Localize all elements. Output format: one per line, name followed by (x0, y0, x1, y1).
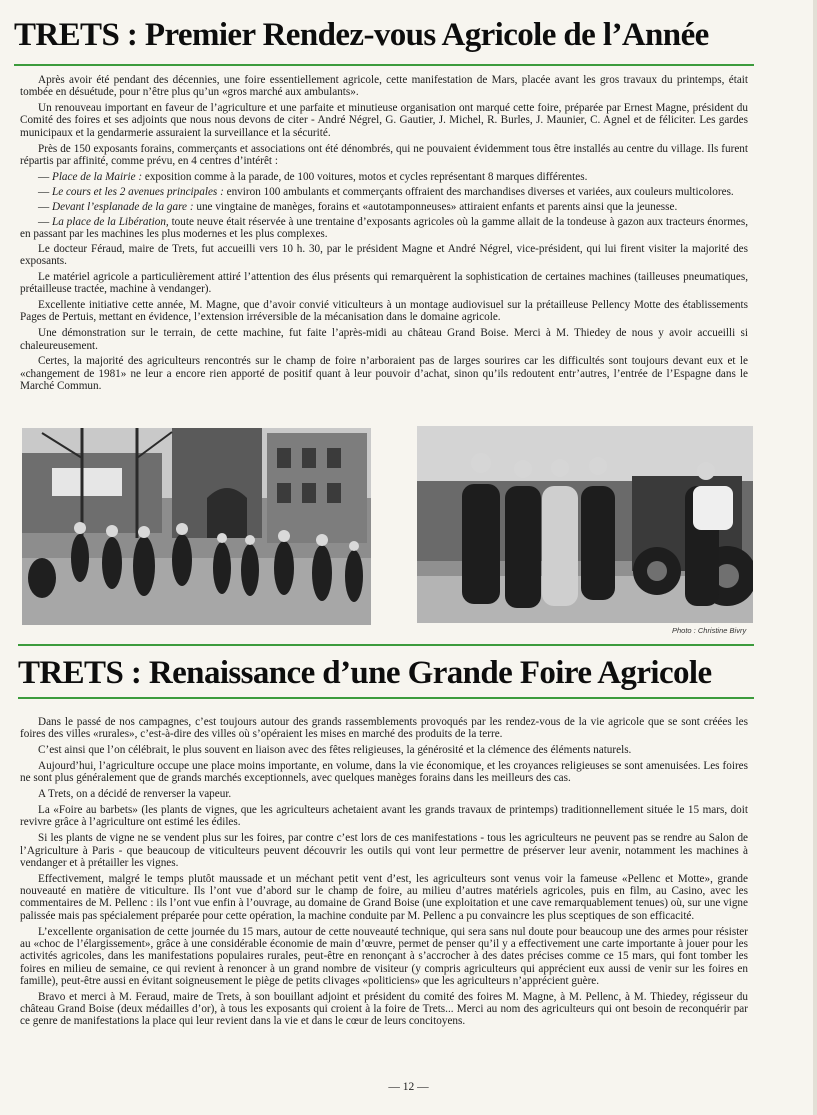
article1-paragraph: Le matériel agricole a particulièrement attiré l’attention des élus présents qui remarquèrent la sophistication de certaines machines (tailleuses pneumatiques, prétailleuse tractée, machine à vendanger). (20, 270, 748, 296)
article1-paragraph: Excellente initiative cette année, M. Magne, que d’avoir convié viticulteurs à un montage audiovisuel sur la prétailleuse Pellency Motte des établissements Pages de Pertuis, mettant en évidence, l’extension irréversible de la mécanisation dans le domaine agricole. (20, 299, 748, 324)
green-rule (14, 64, 754, 66)
article1-paragraph: Certes, la majorité des agriculteurs rencontrés sur le champ de foire n’arboraient pas de larges sourires car les difficultés sont toujours devant eux et le «changement de 1981» ne leur a encore rien apporté de positif quant à leur pouvoir d’achat, sinon qu’ils redoutent entr’autres, l’entrée de l’Espagne dans le Marché Commun. (20, 355, 748, 393)
article2-paragraph: Si les plants de vigne ne se vendent plus sur les foires, par contre c’est lors de ces manifestations - tous les agriculteurs ne peuvent pas se rendre au Salon de l’Agriculture à Paris - que beaucoup de viticulteurs peuvent découvrir les outils qui vont leur permettre de préserver leur avenir, notamment les machines à vendanger et à prétailler les vignes. (20, 832, 748, 869)
centre-text: une vingtaine de manèges, forains et «autotamponneuses» attiraient enfants et parents ainsi que la jeunesse. (193, 200, 678, 213)
page-binding-edge (813, 0, 817, 1115)
article2-paragraph: L’excellente organisation de cette journée du 15 mars, autour de cette nouveauté technique, qui sera sans nul doute pour beaucoup une des armes pour résister au «choc de l’élargissement», grâce à une considérable économie de main d’œuvre, permet de penser qu’il y a effectivement une carte importante à jouer pour les activités agricoles, dans les manifestations populaires rurales, peut-être en renonçant à s’accrocher à des dates précises comme ce 15 mars, qui font tomber les foires en milieu de semaine, ce qui revient à renoncer à un grand nombre de visiteur (y compris agriculteurs qui apprécient eux aussi de venir sur les foires en famille), peut-être aussi en évitant soigneusement le piège de petits clivages «politiciens» que les agriculteurs n’apprécient guère. (20, 925, 748, 987)
centre-item: — Devant l’esplanade de la gare : une vingtaine de manèges, forains et «autotamponneuses» attiraient enfants et parents ainsi que la jeunesse. (38, 200, 678, 213)
article1-paragraph: Un renouveau important en faveur de l’agriculture et une parfaite et minutieuse organisation ont marqué cette foire, préparée par Ernest Magne, président du Comité des foires et ses adjoints que nous nous devons de citer - André Négrel, G. Gautier, J. Michel, R. Burles, J. Maunier, C. Agnel et de féliciter. Les gardes municipaux et la gendarmerie assuraient la surveillance et la sécurité. (20, 102, 748, 139)
article1-paragraph: Après avoir été pendant des décennies, une foire essentiellement agricole, cette manifestation de Mars, placée avant les gros travaux du printemps, était tombée en désuétude, pour n’être plus qu’un «gros marché aux ambulants». (20, 74, 748, 99)
article1-paragraph: Près de 150 exposants forains, commerçants et associations ont été dénombrés, qui ne pouvaient évidemment tous être installés au centre du village. Ils furent répartis par affinité, comme prévu, en 4 centres d’intérêt : (20, 142, 748, 167)
article2-paragraph: Aujourd’hui, l’agriculture occupe une place moins importante, en volume, dans la vie économique, et les croyances religieuses se sont amenuisées. Les foires ne sont plus généralement que de grands marchés exceptionnels, avec quelques manèges forains dans les meilleurs des cas. (20, 760, 748, 785)
article1-paragraph: Le docteur Féraud, maire de Trets, fut accueilli vers 10 h. 30, par le président Magne et André Négrel, vice-président, qui lui firent visiter la majorité des exposants. (20, 242, 748, 268)
centre-item: — La place de la Libération, toute neuve était réservée à une trentaine d’exposants agricoles où la gamme allait de la tondeuse à gazon aux tracteurs énormes, en passant par les machines les plus modernes et les plus complexes. (20, 215, 749, 240)
article2-headline: TRETS : Renaissance d’une Grande Foire Agricole (18, 655, 712, 691)
article2-paragraph: La «Foire au barbets» (les plants de vignes, que les agriculteurs achetaient avant les grands travaux de printemps) traditionnellement située le 15 mars, doit revivre grâce à l’agriculture ont estimé les édiles. (20, 804, 748, 829)
centre-text: toute neuve était réservée à une trentaine d’exposants agricoles où la gamme allait de la tondeuse à gazon aux tracteurs énormes, en passant par les machines les plus modernes et les plus complexes. (20, 215, 749, 240)
centre-item: — Place de la Mairie : exposition comme à la parade, de 100 voitures, motos et cycles représentant 8 marques différentes. (38, 170, 588, 183)
article2-paragraph: Effectivement, malgré le temps plutôt maussade et un méchant petit vent d’est, les agriculteurs sont venus voir la fameuse «Pellenc et Motte», grande nouveauté en matière de viticulture. Ils l’ont vue d’abord sur le champ de foire, au milieu d’autres matériels agricoles, puis en film, au Casino, avec les commentaires de M. Pellenc : ils l’ont vue enfin à l’ouvrage, au domaine de Grand Boise (une exploitation et une cave remarquablement tenues) où, sur une vigne palissée mais pas spécialement préparée pour cette opération, la machine conduite par M. Pellenc a pu convaincre les plus sceptiques de son efficacité. (20, 872, 748, 922)
article2-body (20, 716, 748, 1031)
article2-paragraph: Bravo et merci à M. Feraud, maire de Trets, à son bouillant adjoint et président du comité des foires M. Magne, à M. Pellenc, à M. Thiedey, régisseur du château Grand Boise (deux médailles d’or), à tous les exposants qui croient à la foire de Trets... Merci au nom des agriculteurs qui ont besoin de reconquérir par ce genre de manifestations la place qui leur revient dans la vie et dans le cœur de leurs concitoyens. (20, 990, 748, 1028)
centre-text: exposition comme à la parade, de 100 voitures, motos et cycles représentant 8 marques différentes. (142, 170, 588, 183)
centre-text: environ 100 ambulants et commerçants offraient des marchandises diverses et variées, aux couleurs multicolores. (223, 185, 734, 198)
article1-paragraph: Une démonstration sur le terrain, de cette machine, fut faite l’après-midi au château Grand Boise. Merci à M. Thiedey de nous y avoir accueilli si chaleureusement. (20, 327, 748, 352)
centre-item: — Le cours et les 2 avenues principales : environ 100 ambulants et commerçants offraient des marchandises diverses et variées, aux couleurs multicolores. (38, 185, 734, 198)
centre-place: Place de la Mairie : (51, 170, 143, 183)
photo-credit: Photo : Christine Bivry (672, 626, 747, 635)
centre-place: Devant l’esplanade de la gare : (51, 200, 194, 213)
article2-paragraph: A Trets, on a décidé de renverser la vapeur. (38, 788, 232, 801)
centre-place: La place de la Libération, (52, 215, 169, 228)
photo-officials-tractor (417, 426, 753, 623)
article1-body (20, 74, 748, 396)
page-number: — 12 — (388, 1081, 429, 1093)
article1-headline: TRETS : Premier Rendez-vous Agricole de l’Année (14, 17, 709, 53)
centre-place: Le cours et les 2 avenues principales : (51, 185, 224, 198)
article2-paragraph: Dans le passé de nos campagnes, c’est toujours autour des grands rassemblements provoqués par les rendez-vous de la vie agricole que se sont créées les foires des villes «rurales», c’est-à-dire des villes où s’opéraient les mises en marché des produits de la terre. (20, 716, 748, 741)
photo-market-crowd (22, 428, 371, 625)
green-rule (18, 644, 754, 646)
article2-paragraph: C’est ainsi que l’on célébrait, le plus souvent en liaison avec des fêtes religieuses, la générosité et la clémence des éléments naturels. (38, 744, 632, 757)
green-rule (18, 697, 754, 699)
